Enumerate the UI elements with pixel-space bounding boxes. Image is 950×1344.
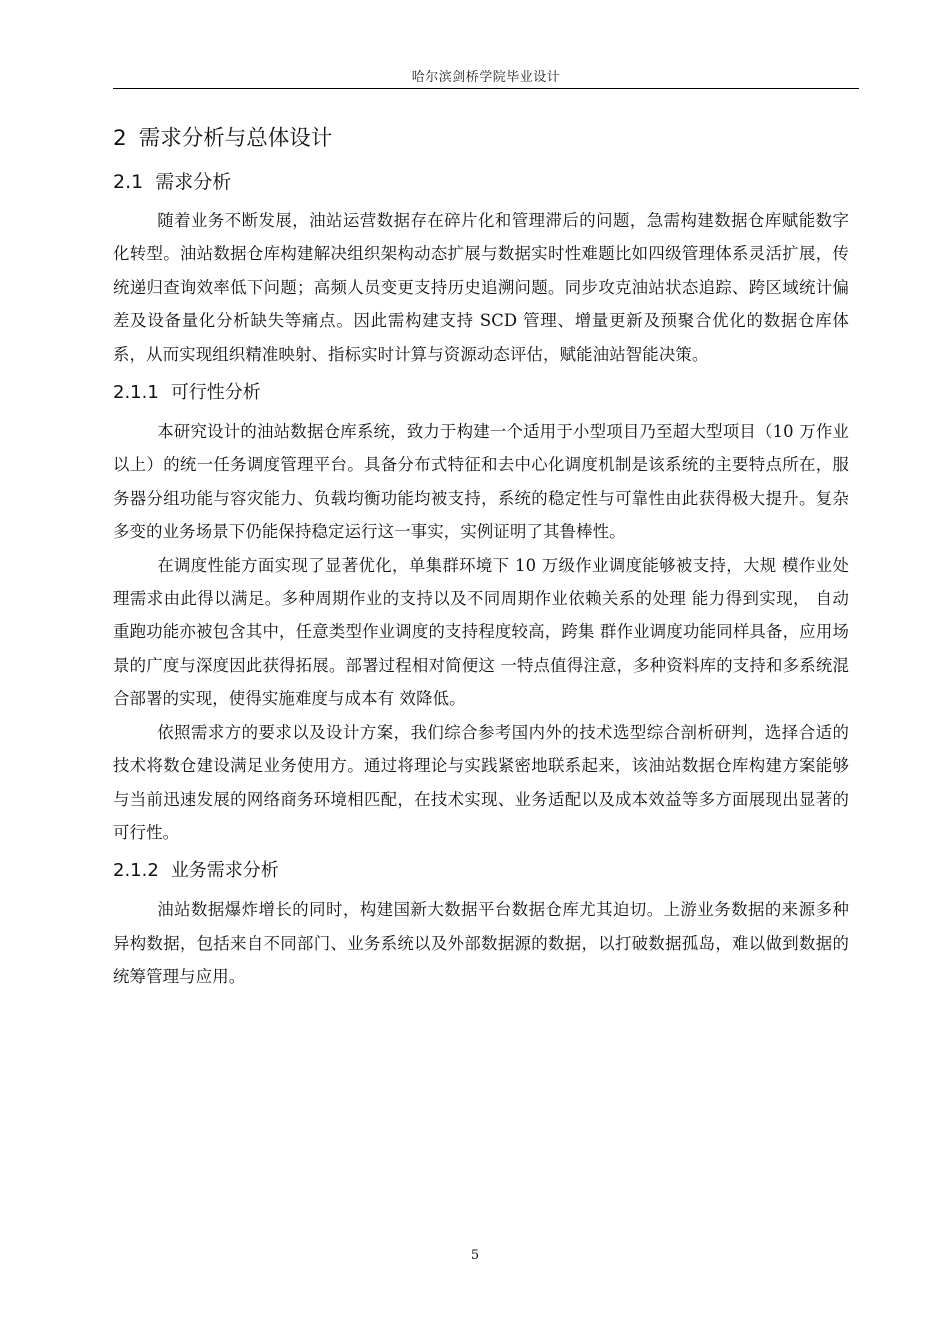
subsection-heading-2-1-1 [113, 371, 849, 415]
chapter-heading [113, 118, 849, 160]
paragraph: 油站数据爆炸增长的同时，构建国新大数据平台数据仓库尤其迫切。上游业务数据的来源多种异构数据，包括来自不同部门、业务系统以及外部数据源的数据，以打破数据孤岛，难以做到数据的统筹管理与应用。 [113, 900, 849, 987]
subsection-number: 2.1.1 [113, 382, 159, 404]
section-heading-2-1 [113, 160, 849, 204]
document-body [113, 118, 849, 994]
paragraph: 依照需求方的要求以及设计方案，我们综合参考国内外的技术选型综合剖析研判，选择合适的技术将数仓建设满足业务使用方。通过将理论与实践紧密地联系起来，该油站数据仓库构建方案能够与当前迅速发展的网络商务环境相匹配，在技术实现、业务适配以及成本效益等多方面展现出显著的可行性。 [113, 722, 849, 842]
subsection-number: 2.1.2 [113, 860, 159, 882]
paragraph: 本研究设计的油站数据仓库系统，致力于构建一个适用于小型项目乃至超大型项目（10 万作业以上）的统一任务调度管理平台。具备分布式特征和去中心化调度机制是该系统的主要特点所在，服务器分组功能与容灾能力、负载均衡功能均被支持，系统的稳定性与可靠性由此获得极大提升。复杂多变的业务场景下仍能保持稳定运行这一事实，实例证明了其鲁棒性。 [113, 422, 849, 542]
page-number: 5 [470, 1248, 480, 1263]
subsection-title: 可行性分析 [170, 382, 261, 404]
subsection-heading-2-1-2 [113, 849, 849, 893]
chapter-number: 2 [113, 126, 127, 151]
subsection-title: 业务需求分析 [170, 860, 279, 882]
page-header: 哈尔滨剑桥学院毕业设计 [411, 70, 561, 85]
paragraph: 随着业务不断发展，油站运营数据存在碎片化和管理滞后的问题，急需构建数据仓库赋能数字化转型。油站数据仓库构建解决组织架构动态扩展与数据实时性难题比如四级管理体系灵活扩展，传统递归查询效率低下问题；高频人员变更支持历史追溯问题。同步攻克油站状态追踪、跨区域统计偏差及设备量化分析缺失等痛点。因此需构建支持 SCD 管理、增量更新及预聚合优化的数据仓库体系，从而实现组织精准映射、指标实时计算与资源动态评估，赋能油站智能决策。 [113, 211, 849, 364]
section-number: 2.1 [113, 171, 144, 193]
section-title: 需求分析 [155, 171, 232, 193]
header-rule [113, 88, 859, 89]
chapter-title: 需求分析与总体设计 [138, 126, 333, 151]
paragraph: 在调度性能方面实现了显著优化，单集群环境下 10 万级作业调度能够被支持，大规 模作业处理需求由此得以满足。多种周期作业的支持以及不同周期作业依赖关系的处理 能力得到实现， 自动重跑功能亦被包含其中，任意类型作业调度的支持程度较高，跨集 群作业调度功能同样具备，应用场景的广度与深度因此获得拓展。部署过程相对简便这 一特点值得注意，多种资料库的支持和多系统混合部署的实现，使得实施难度与成本有 效降低。 [113, 555, 849, 709]
